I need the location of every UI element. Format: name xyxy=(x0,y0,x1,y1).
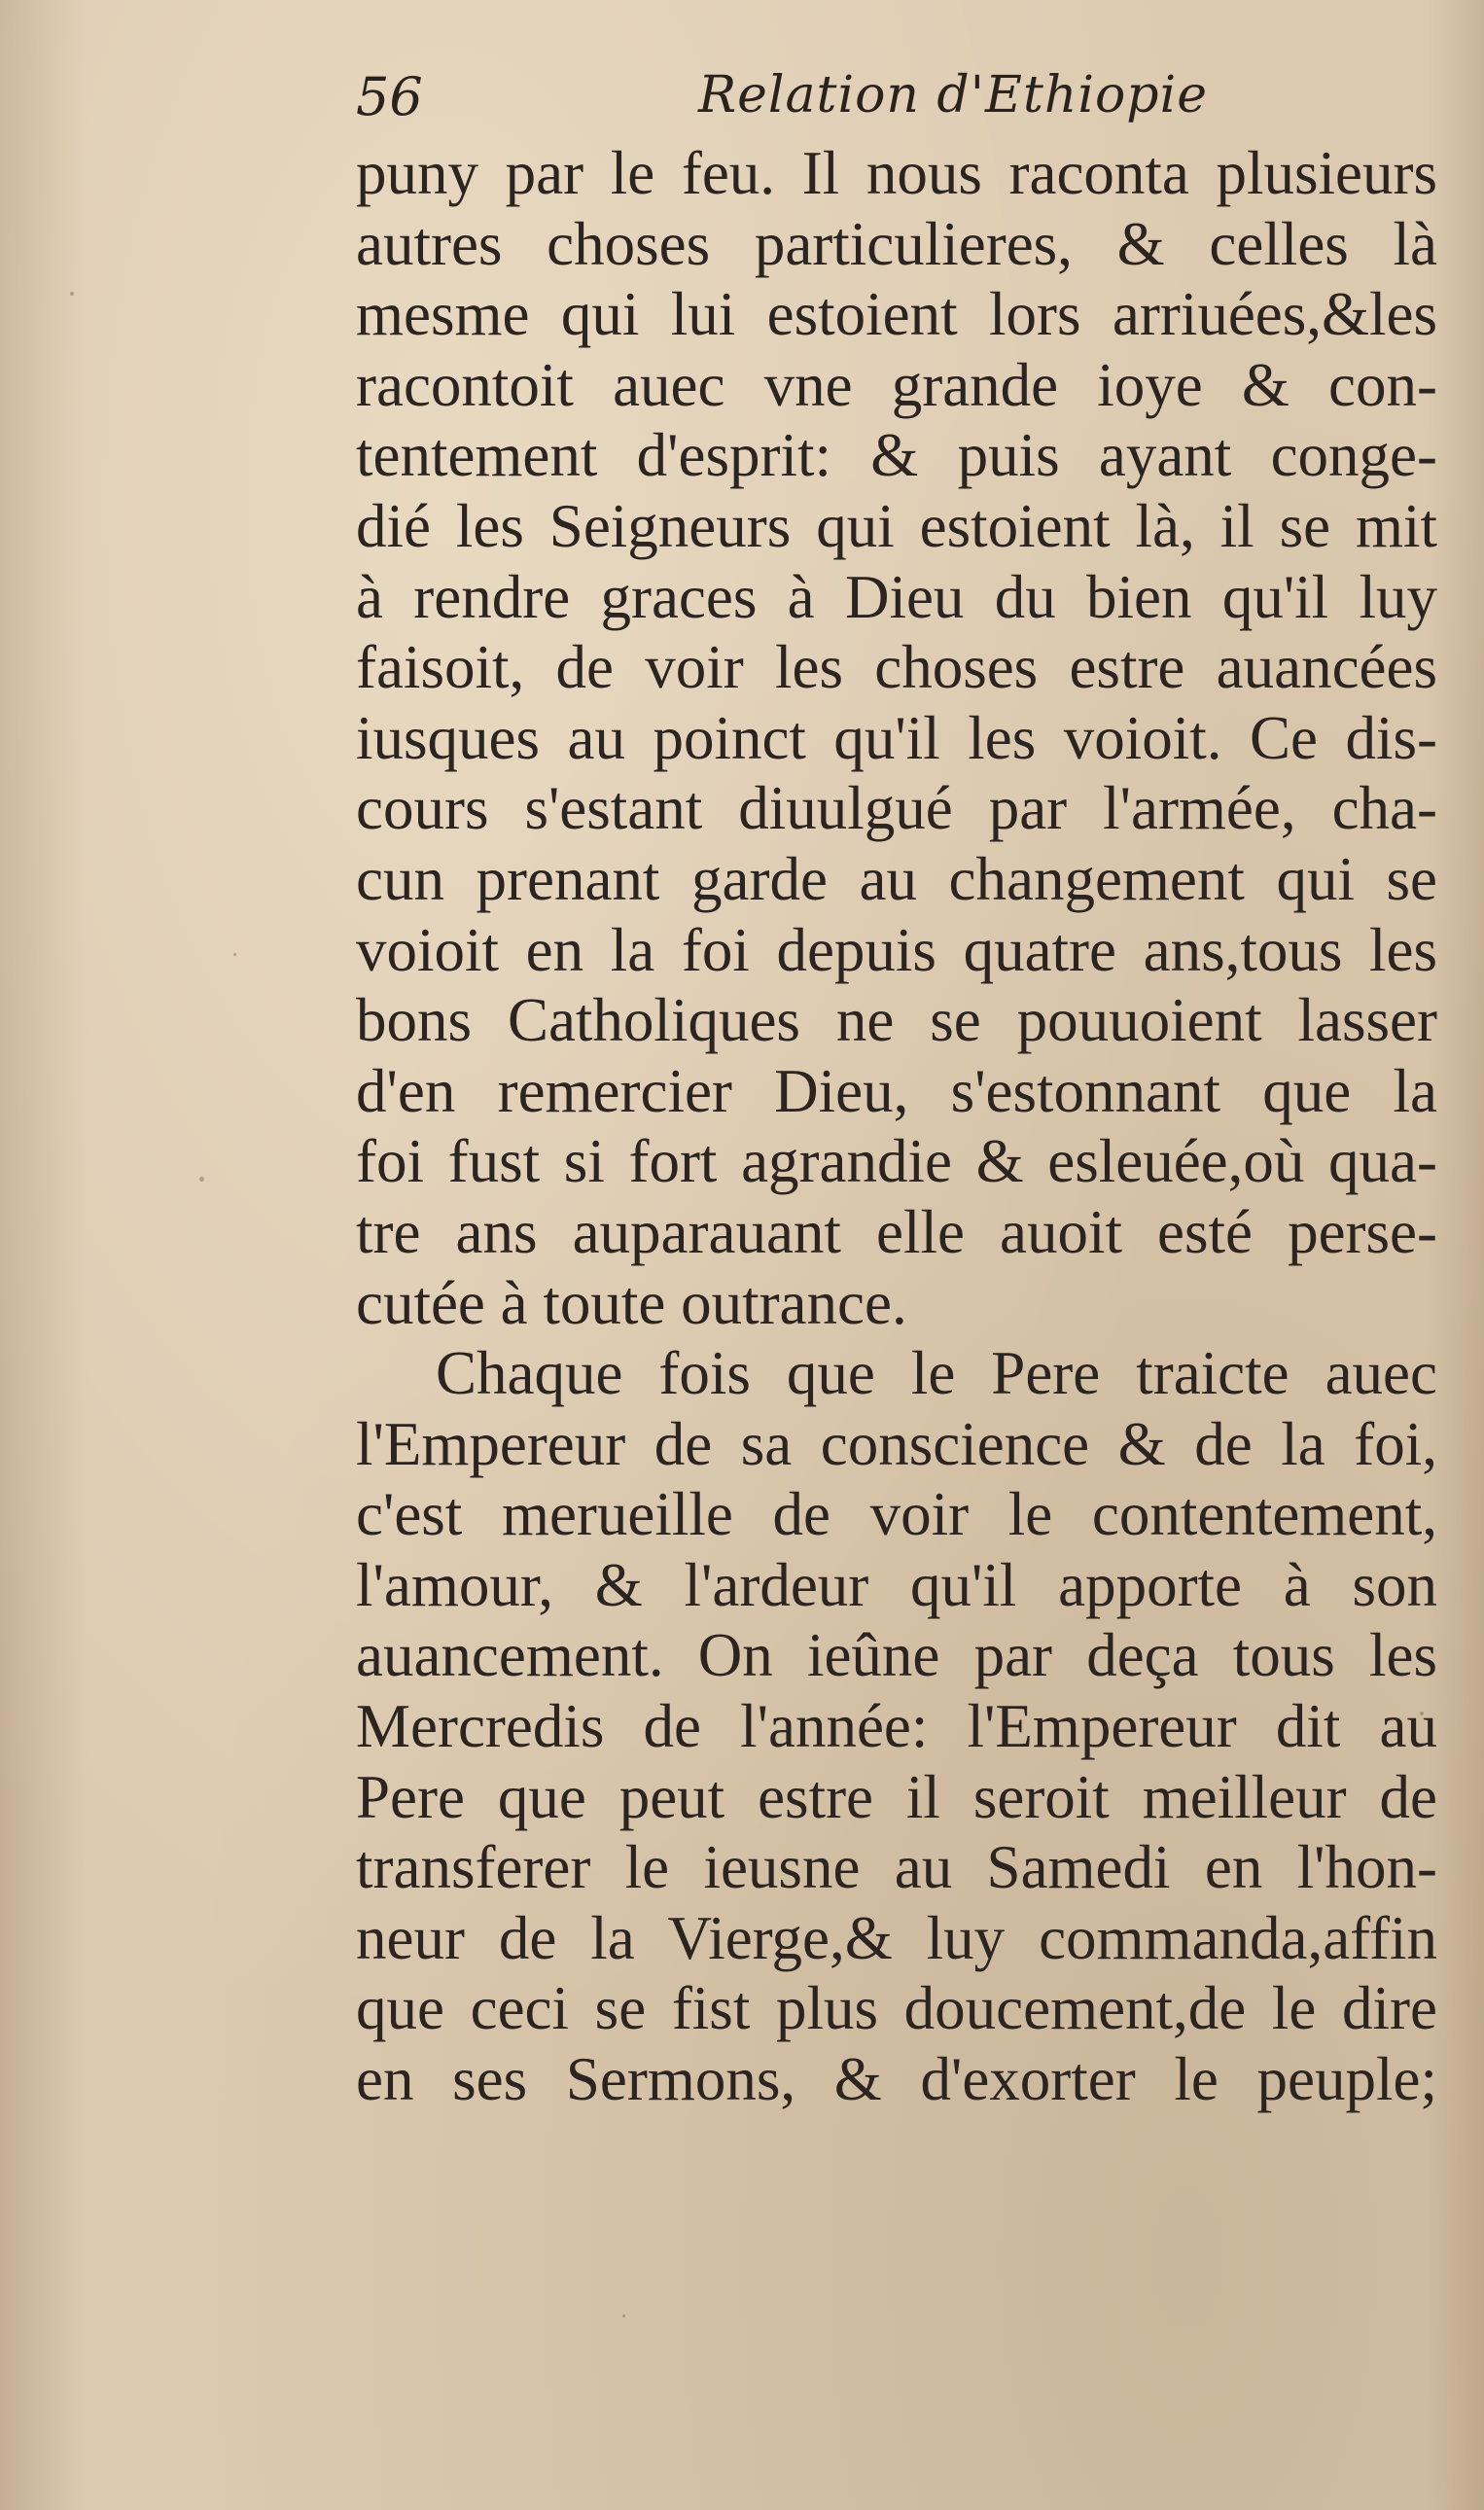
text-line: auancement. On ieûne par deça tous les xyxy=(356,1621,1437,1690)
text-line: racontoit auec vne grande ioye & con- xyxy=(356,350,1437,419)
text-line: l'amour, & l'ardeur qu'il apporte à son xyxy=(356,1550,1437,1619)
text-line: en ses Sermons, & d'exorter le peuple; xyxy=(356,2045,1437,2114)
text-line: tre ans auparauant elle auoit esté perse- xyxy=(356,1197,1437,1266)
text-line: cours s'estant diuulgué par l'armée, cha- xyxy=(356,774,1437,843)
paper-speck xyxy=(70,292,74,296)
text-line: bons Catholiques ne se pouuoient lasser xyxy=(356,986,1437,1055)
text-line: puny par le feu. Il nous raconta plusieurs xyxy=(356,139,1437,207)
text-line: Pere que peut estre il seroit meilleur de xyxy=(356,1762,1437,1831)
text-line: neur de la Vierge,& luy commanda,affin xyxy=(356,1903,1437,1972)
text-line: foi fust si fort agrandie & esleuée,où qua- xyxy=(356,1127,1437,1196)
page-number: 56 xyxy=(356,66,423,127)
text-line: c'est merueille de voir le contentement, xyxy=(356,1480,1437,1549)
text-line: à rendre graces à Dieu du bien qu'il luy xyxy=(356,562,1437,631)
paper-speck xyxy=(199,1177,204,1182)
text-line: transferer le ieusne au Samedi en l'hon- xyxy=(356,1833,1437,1902)
text-line: d'en remercier Dieu, s'estonnant que la xyxy=(356,1056,1437,1125)
text-line: l'Empereur de sa conscience & de la foi, xyxy=(356,1409,1437,1478)
running-title: Relation d'Ethiopie xyxy=(698,66,1208,124)
paper-speck xyxy=(233,953,236,956)
text-line: dié les Seigneurs qui estoient là, il se mit xyxy=(356,491,1437,560)
text-line: tentement d'esprit: & puis ayant conge- xyxy=(356,421,1437,490)
text-line: autres choses particulieres, & celles là xyxy=(356,209,1437,278)
text-line: faisoit, de voir les choses estre auancées xyxy=(356,633,1437,702)
text-line: cutée à toute outrance. xyxy=(356,1268,907,1337)
page-header xyxy=(356,66,1465,144)
text-line: que ceci se fist plus doucement,de le dire xyxy=(356,1974,1437,2043)
text-line: Mercredis de l'année: l'Empereur dit au xyxy=(356,1692,1437,1761)
body-text xyxy=(356,138,1437,2115)
paragraph-first-line: Chaque fois que le Pere traicte auec xyxy=(436,1339,1437,1408)
text-line: cun prenant garde au changement qui se xyxy=(356,844,1437,913)
paper-speck xyxy=(622,2315,625,2317)
text-line: voioit en la foi depuis quatre ans,tous les xyxy=(356,915,1437,984)
text-line: iusques au poinct qu'il les voioit. Ce dis- xyxy=(356,703,1437,772)
text-line: mesme qui lui estoient lors arriuées,&les xyxy=(356,280,1437,349)
